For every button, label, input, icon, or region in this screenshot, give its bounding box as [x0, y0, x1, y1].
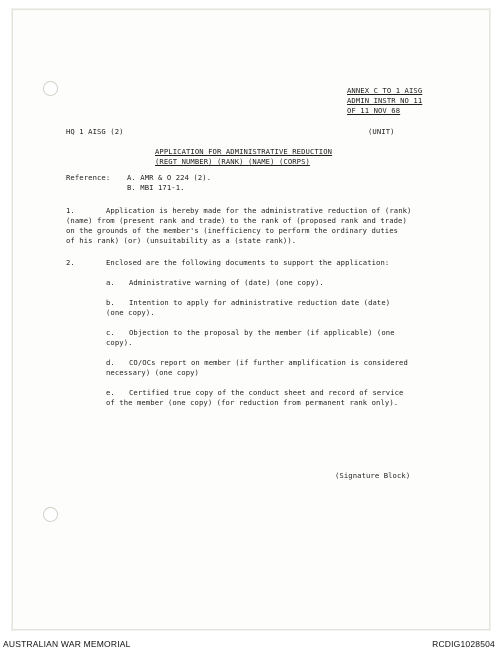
annex-line-3: OF 11 NOV 68 — [347, 106, 401, 115]
item-c-line: Objection to the proposal by the member (if applicable) (one — [129, 328, 395, 337]
footer-source: AUSTRALIAN WAR MEMORIAL — [3, 639, 131, 649]
para1-line: Application is hereby made for the administrative reduction of (rank) — [106, 206, 412, 215]
para1-line: (name) from (present rank and trade) to the rank of (proposed rank and trade) — [66, 216, 407, 225]
signature-block: (Signature Block) — [335, 471, 411, 480]
item-d-line: CO/OCs report on member (if further amplification is considered — [129, 358, 408, 367]
item-c-line: copy). — [106, 338, 133, 347]
item-c-letter: c. — [106, 328, 115, 337]
reference-a: A. AMR & O 224 (2). — [127, 173, 212, 182]
para1-line: on the grounds of the member's (inefficiency to perform the ordinary duties — [66, 226, 399, 235]
item-d-line: necessary) (one copy) — [106, 368, 199, 377]
para1-line: of his rank) (or) (unsuitability as a (state rank)). — [66, 236, 297, 245]
item-e-letter: e. — [106, 388, 115, 397]
annex-line-1: ANNEX C TO 1 AISG — [347, 86, 423, 95]
item-a-line: Administrative warning of (date) (one copy). — [129, 278, 324, 287]
item-a-letter: a. — [106, 278, 115, 287]
item-e-line: of the member (one copy) (for reduction from permanent rank only). — [106, 398, 399, 407]
reference-label: Reference: — [66, 173, 111, 182]
para1-number: 1. — [66, 206, 75, 215]
document-title: APPLICATION FOR ADMINISTRATIVE REDUCTION — [155, 147, 333, 156]
footer-id: RCDIG1028504 — [432, 639, 495, 649]
document-subtitle: (REGT NUMBER) (RANK) (NAME) (CORPS) — [155, 157, 310, 166]
para2-intro: Enclosed are the following documents to support the application: — [106, 258, 390, 267]
document-page — [12, 9, 490, 630]
item-b-line: Intention to apply for administrative reduction date (date) — [129, 298, 391, 307]
punch-hole-top — [43, 81, 58, 96]
reference-b: B. MBI 171-1. — [127, 183, 185, 192]
unit-label: (UNIT) — [368, 127, 395, 136]
hq-label: HQ 1 AISG (2) — [66, 127, 124, 136]
item-d-letter: d. — [106, 358, 115, 367]
item-b-letter: b. — [106, 298, 115, 307]
item-b-line: (one copy). — [106, 308, 155, 317]
annex-line-2: ADMIN INSTR NO 11 — [347, 96, 423, 105]
item-e-line: Certified true copy of the conduct sheet and record of service — [129, 388, 404, 397]
para2-number: 2. — [66, 258, 75, 267]
punch-hole-bottom — [43, 507, 58, 522]
